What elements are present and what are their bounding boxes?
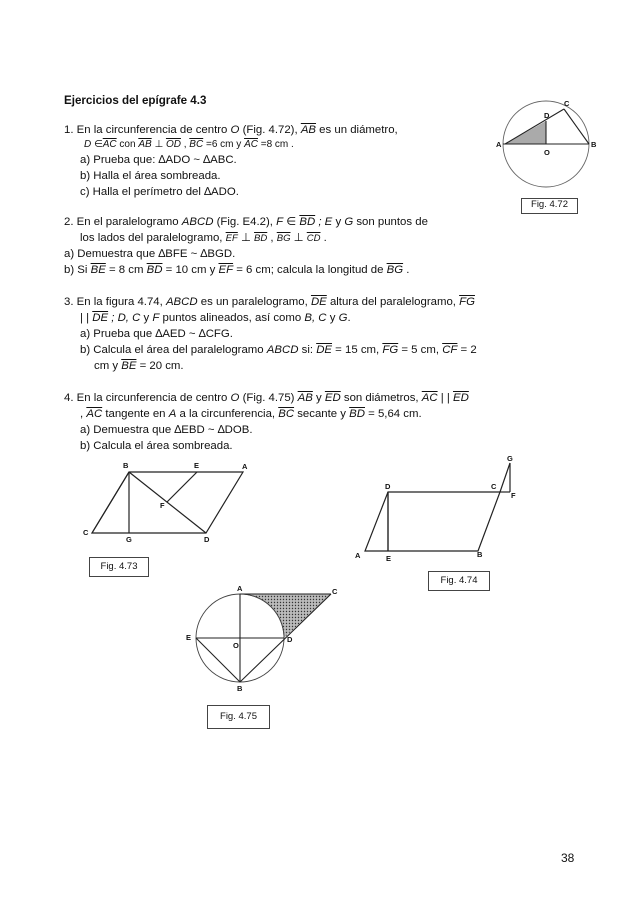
fig-4-73-label-f: F <box>160 501 165 510</box>
figure-4-73 <box>80 460 255 545</box>
fig-4-75-label-a: A <box>237 584 243 593</box>
fig-4-74-label-g: G <box>507 454 513 463</box>
exercise-2-line-1: 2. En el paralelogramo ABCD (Fig. E4.2), F ∈ $\overline{BD}$ ; E y G son puntos de <box>64 216 428 228</box>
fig-4-72-label-a: A <box>496 140 502 149</box>
fig-4-74-label-a: A <box>355 551 361 560</box>
exercise-2-part-b: b) Si $\overline{BE} = 8$ cm $\overline{BD} = 10$ cm y $\overline{EF} = 6$ cm; calcula la longitud de $\overline{BG}$ . <box>64 264 410 276</box>
fig-4-75-caption: Fig. 4.75 <box>207 705 270 729</box>
exercise-4-part-a: a) Demuestra que ∆EBD ~ ∆DOB. <box>80 424 253 436</box>
exercise-1-part-c: c) Halla el perímetro del ∆ADO. <box>80 186 239 198</box>
figure-4-74 <box>345 450 525 565</box>
fig-4-73-label-a: A <box>242 462 248 471</box>
fig-4-72-label-o: O <box>544 148 550 157</box>
fig-4-75-label-c: C <box>332 587 338 596</box>
exercise-3-line-2: | | $\overline{DE}$ ; D, C y F puntos alineados, así como B, C y G. <box>80 312 351 324</box>
exercise-2-part-a: a) Demuestra que ∆BFE ~ ∆BGD. <box>64 248 236 260</box>
fig-4-73-caption: Fig. 4.73 <box>89 557 149 577</box>
fig-4-74-caption: Fig. 4.74 <box>428 571 490 591</box>
fig-4-74-label-c: C <box>491 482 497 491</box>
fig-4-75-label-e: E <box>186 633 192 642</box>
exercise-4-line-1: 4. En la circunferencia de centro O (Fig. 4.75) $\overline{AB}$ y $\overline{ED}$ son diámetros, $\overline{AC}$ | | $\overline{ED}$ <box>64 392 469 404</box>
exercise-1-line-2: D $\in\overline{AC}$ con $\overline{AB}$ ⊥ $\overline{OD}$ , $\overline{BC} =6$ cm y $\overline{AC} =8$ cm . <box>84 139 294 150</box>
fig-4-73-label-b: B <box>123 461 129 470</box>
exercise-2-line-2: los lados del paralelogramo, $\overline{EF}$ ⊥ $\overline{BD}$ , $\overline{BG}$ ⊥ $\overline{CD}$ . <box>80 232 327 244</box>
fig-4-73-label-e: E <box>194 461 200 470</box>
fig-4-75-label-b: B <box>237 684 243 693</box>
fig-4-73-label-d: D <box>204 535 210 544</box>
fig-4-74-label-b: B <box>477 550 483 559</box>
figure-4-75 <box>180 580 340 695</box>
figure-4-72 <box>496 95 606 200</box>
fig-4-72-label-b: B <box>591 140 597 149</box>
exercise-1-line-1: 1. En la circunferencia de centro O (Fig. 4.72), $\overline{AB}$ es un diámetro, <box>64 124 398 136</box>
exercise-1-part-a: a) Prueba que: ∆ADO ~ ∆ABC. <box>80 154 237 166</box>
exercise-4-part-b: b) Calcula el área sombreada. <box>80 440 233 452</box>
exercise-3-part-b: b) Calcula el área del paralelogramo ABCD si: $\overline{DE} = 15$ cm, $\overline{FG} = 5$ cm, $\overline{CF} = 2$ <box>80 344 477 356</box>
fig-4-75-label-d: D <box>287 635 293 644</box>
section-heading: Ejercicios del epígrafe 4.3 <box>64 94 207 107</box>
exercise-1-part-b: b) Halla el área sombreada. <box>80 170 221 182</box>
fig-4-74-label-f: F <box>511 491 516 500</box>
exercise-3-part-a: a) Prueba que ∆AED ~ ∆CFG. <box>80 328 233 340</box>
fig-4-74-label-d: D <box>385 482 391 491</box>
fig-4-73-label-c: C <box>83 528 89 537</box>
fig-4-72-label-c: C <box>564 99 570 108</box>
fig-4-73-label-g: G <box>126 535 132 544</box>
exercise-4-line-2: , $\overline{AC}$ tangente en A a la circunferencia, $\overline{BC}$ secante y $\overline{BD} = 5,64$ cm. <box>80 408 422 420</box>
fig-4-75-label-o: O <box>233 641 239 650</box>
fig-4-72-caption: Fig. 4.72 <box>521 198 578 214</box>
exercise-3-line-4: cm y $\overline{BE} = 20$ cm. <box>94 360 184 372</box>
fig-4-72-label-d: D <box>544 111 550 120</box>
page-number: 38 <box>561 851 575 865</box>
exercise-3-line-1: 3. En la figura 4.74, ABCD es un paralelogramo, $\overline{DE}$ altura del paralelogramo, $\overline{FG}$ <box>64 296 475 308</box>
fig-4-74-label-e: E <box>386 554 392 563</box>
